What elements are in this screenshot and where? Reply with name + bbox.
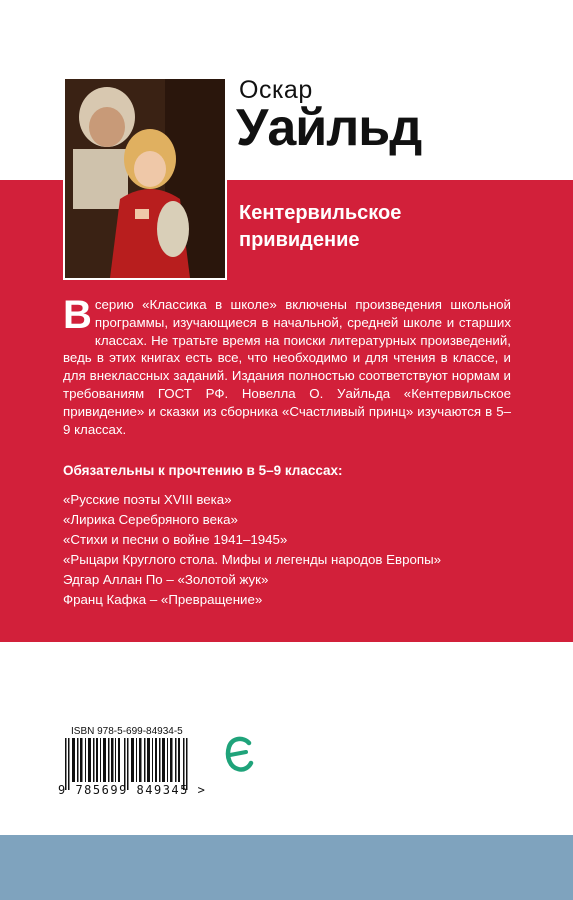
drop-cap-letter: В	[63, 293, 92, 337]
list-item: «Стихи и песни о войне 1941–1945»	[63, 532, 288, 547]
bottom-band	[0, 835, 573, 900]
list-item: «Русские поэты XVIII века»	[63, 492, 232, 507]
book-title-line-2: привидение	[239, 229, 360, 251]
series-description	[63, 293, 511, 438]
list-item: «Рыцари Круглого стола. Мифы и легенды народов Европы»	[63, 552, 442, 567]
list-item: Франц Кафка – «Превращение»	[63, 592, 263, 607]
author-first-name: Оскар	[239, 76, 313, 104]
author-last-name: Уайльд	[236, 99, 422, 157]
publisher-logo-icon	[224, 735, 254, 775]
isbn-label: ISBN 978-5-699-84934-5	[71, 726, 183, 737]
required-reading-list	[63, 490, 441, 610]
required-reading-heading: Обязательны к прочтению в 5–9 классах:	[63, 463, 343, 478]
barcode-digits: 9 785699 849345 >	[58, 783, 207, 797]
book-title	[239, 200, 539, 254]
cover-illustration	[63, 77, 227, 280]
book-title-line-1: Кентервильское	[239, 202, 402, 224]
list-item: «Лирика Серебряного века»	[63, 512, 238, 527]
list-item: Эдгар Аллан По – «Золотой жук»	[63, 572, 269, 587]
description-text: серию «Классика в школе» включены произведения школьной программы, изучающиеся в начальной, средней школе и старших классах. Не тратьте время на поиски литературных произведений, ведь в этих книгах есть все, что необходимо и для чтения в классе, и для внеклассных заданий. Издания полностью соответствуют нормам и требованиям ГОСТ РФ. Новелла О. Уайльда «Кентервильское привидение» и сказки из сборника «Счастливый принц» изучаются в 5–9 классах.	[63, 297, 511, 437]
